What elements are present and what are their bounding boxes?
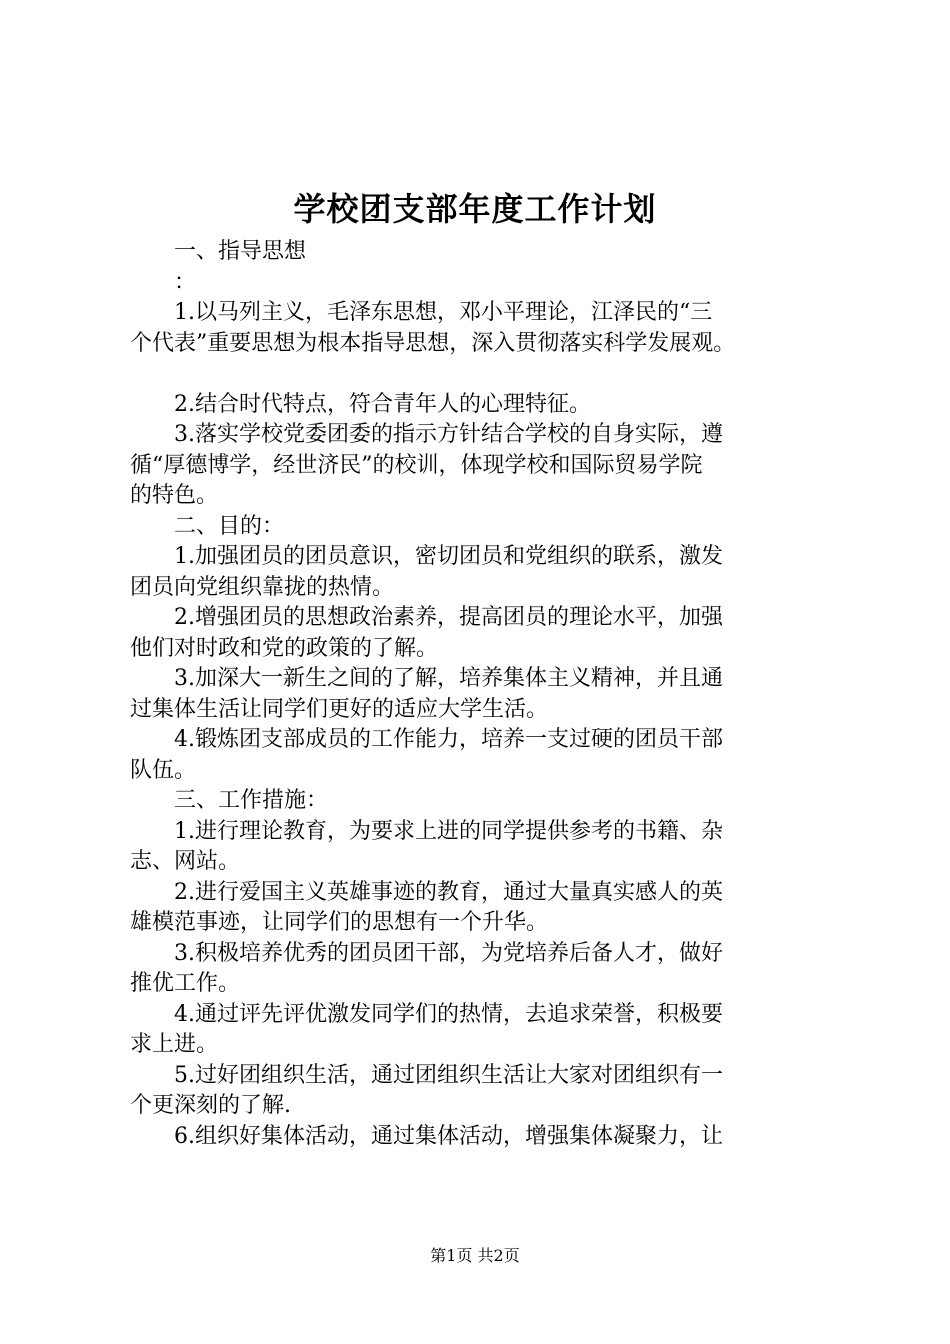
text-line: 个代表”重要思想为根本指导思想，深入贯彻落实科学发展观。 — [130, 330, 736, 356]
text-line: 3.积极培养优秀的团员团干部，为党培养后备人才，做好 — [174, 940, 723, 966]
text-line: 志、网站。 — [130, 849, 241, 874]
text-line: 2.进行爱国主义英雄事迹的教育，通过大量真实感人的英 — [174, 879, 723, 905]
text-line: 4.锻炼团支部成员的工作能力，培养一支过硬的团员干部 — [174, 727, 723, 752]
text-line: 三、工作措施： — [174, 788, 329, 813]
text-line: 4.通过评先评优激发同学们的热情，去追求荣誉，积极要 — [174, 1001, 723, 1027]
text-line: 推优工作。 — [130, 971, 241, 996]
text-line: 他们对时政和党的政策的了解。 — [130, 635, 439, 661]
text-line: 雄模范事迹，让同学们的思想有一个升华。 — [130, 910, 549, 935]
text-line: 3.落实学校党委团委的指示方针结合学校的自身实际，遵 — [174, 422, 723, 447]
text-line: ： — [174, 269, 197, 295]
text-line: 2.增强团员的思想政治素养，提高团员的理论水平，加强 — [174, 605, 723, 630]
document-title: 学校团支部年度工作计划 — [293, 190, 657, 228]
text-line: 一、指导思想 — [174, 239, 307, 264]
text-line: 团员向党组织靠拢的热情。 — [130, 574, 395, 600]
text-line: 2.结合时代特点，符合青年人的心理特征。 — [174, 391, 591, 417]
document-body — [130, 237, 830, 1152]
text-line: 3.加深大一新生之间的了解，培养集体主义精神，并且通 — [174, 666, 723, 691]
text-line: 二、目的： — [174, 513, 285, 539]
text-line: 5.过好团组织生活，通过团组织生活让大家对团组织有一 — [174, 1062, 723, 1088]
text-line: 循“厚德博学，经世济民”的校训，体现学校和国际贸易学院 — [130, 452, 703, 478]
text-line: 过集体生活让同学们更好的适应大学生活。 — [130, 696, 549, 722]
text-line: 队伍。 — [130, 757, 197, 783]
page-footer: 第1页 共2页 — [430, 1246, 520, 1265]
text-line: 的特色。 — [130, 483, 219, 508]
text-line: 6.组织好集体活动，通过集体活动，增强集体凝聚力，让 — [174, 1123, 723, 1149]
text-line: 求上进。 — [130, 1032, 219, 1057]
text-line: 1.进行理论教育，为要求上进的同学提供参考的书籍、杂 — [174, 818, 723, 844]
text-line: 1.加强团员的团员意识，密切团员和党组织的联系，激发 — [174, 544, 723, 569]
text-line: 1.以马列主义，毛泽东思想，邓小平理论，江泽民的“三 — [174, 300, 713, 325]
text-line: 个更深刻的了解. — [130, 1093, 291, 1118]
blank-line — [130, 359, 830, 390]
